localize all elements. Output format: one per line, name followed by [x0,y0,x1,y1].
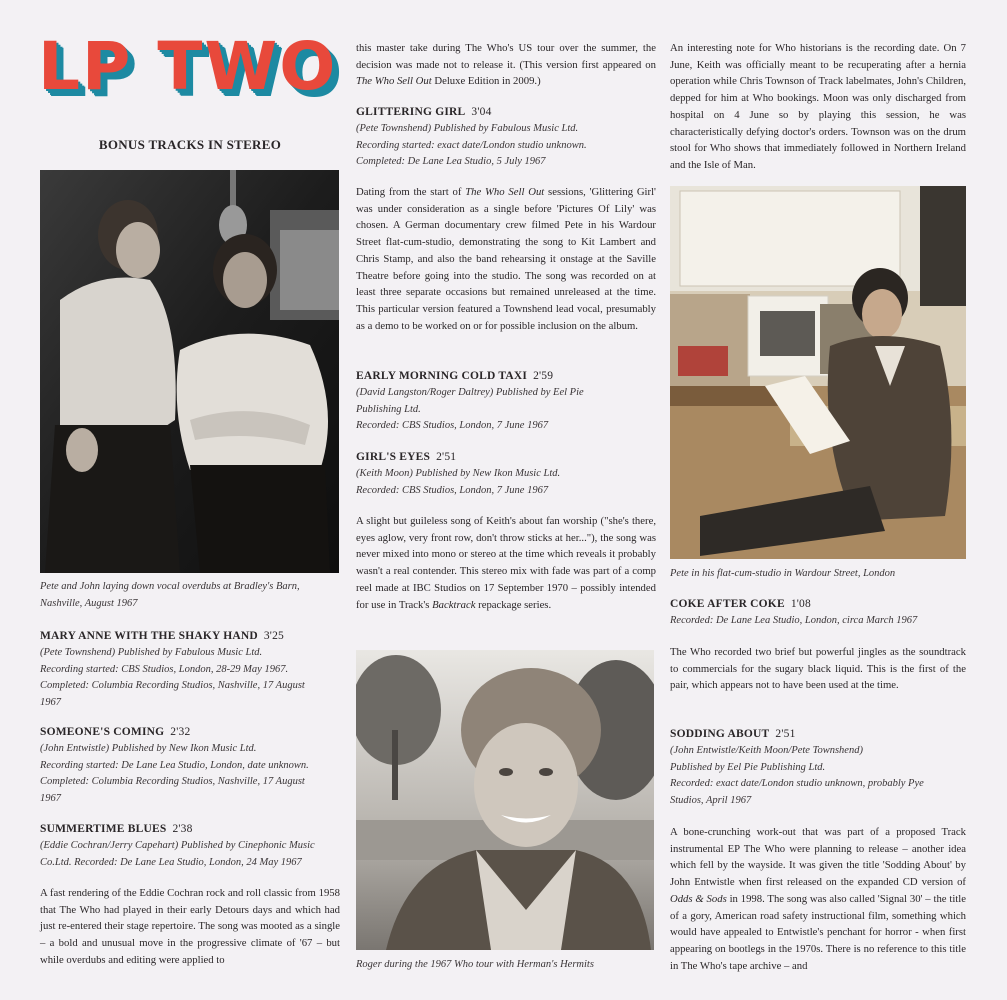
photo-roger [356,650,654,950]
track-early-morning-cold-taxi [356,368,656,435]
summertime-paragraph: A fast rendering of the Eddie Cochran rock and roll classic from 1958 that The Who had played in their early Detours days and which had just re-entered their stage repertoire. The song was mooted as a single – a bold and unusual move in the progressive climate of '67 – but while overdubs and editing were applied to [40,887,340,966]
intro-paragraph: An interesting note for Who historians is the recording date. On 7 June, Keith was officially meant to be recuperating after a hernia operation while Chris Townson of Track labelmates, John's Children, depped for him at Who bookings. Moon was only discharged from hospital on 4 June so by playing this session, he was characteristically defying doctor's orders. Townson was on the drum stool for Who shows that immediately followed in Northern Ireland and the Isle of Man. [670,42,966,171]
track-girls-eyes [356,449,656,499]
track-title: EARLY MORNING COLD TAXI 2'59 [356,370,554,382]
track-mary-anne [40,628,340,711]
track-credit: (John Entwistle/Keith Moon/Pete Townshend) Published by Eel Pie Publishing Ltd. Recorded: exact date/London studio unknown, probably Pye Studios, April 1967 [670,745,924,806]
photo-pete-and-john [40,170,339,573]
section-heading: BONUS TRACKS IN STEREO [98,137,282,152]
track-glittering-girl [356,104,656,171]
track-summertime-blues [40,821,340,871]
glittering-paragraph: Dating from the start of The Who Sell Out sessions, 'Glittering Girl' was under consideration as a single before 'Pictures Of Lily' was chosen. A German documentary crew filmed Pete in his Wardour Street flat-cum-studio, demonstrating the song to Kit Lambert and Chris Stamp, and also the band rehearsing it onstage at the Saville Theatre before going into the studio. The song was recorded on at least three separate occasions but remained unreleased at the time. This particular version featured a Townshend lead vocal, presumably as a demo to be worked on or for possible inclusion on the album. [356,186,656,332]
track-title: COKE AFTER COKE 1'08 [670,598,811,610]
track-coke-after-coke [670,596,966,630]
track-title: SODDING ABOUT 2'51 [670,728,796,740]
track-title: MARY ANNE WITH THE SHAKY HAND 3'25 [40,630,284,642]
track-credit: Recorded: De Lane Lea Studio, London, circa March 1967 [670,615,918,626]
track-title: SUMMERTIME BLUES 2'38 [40,823,193,835]
track-credit: (John Entwistle) Published by New Ikon Music Ltd. Recording started: De Lane Lea Studio, London, date unknown. Completed: Columbia Recording Studios, Nashville, 17 August 1967 [40,743,309,804]
sodding-paragraph: A bone-crunching work-out that was part of a proposed Track instrumental EP The Who were planning to release – another idea which fell by the wayside. It was given the title 'Sodding About' by John Entwistle when first released on the expanded CD version of Odds & Sods in 1998. The song was also called 'Signal 30' – the title of a gory, American road safety instructional film, something which would have appealed to Entwistle's penchant for horror - when first appearing on bootlegs in the 1970s. There is no reference to this title in The Who's tape archive – and [670,826,966,972]
photo-pete-in-studio [670,186,966,559]
photo-caption: Roger during the 1967 Who tour with Herman's Hermits [356,959,594,970]
track-sodding-about [670,726,966,809]
track-someones-coming [40,724,340,807]
track-credit: (Eddie Cochran/Jerry Capehart) Published by Cinephonic Music Co.Ltd. Recorded: De Lane Lea Studio, London, 24 May 1967 [40,840,315,868]
track-credit: (Pete Townshend) Published by Fabulous Music Ltd. Recording started: exact date/London studio unknown. Completed: De Lane Lea Studio, 5 July 1967 [356,123,587,167]
girls-eyes-paragraph: A slight but guileless song of Keith's about fan worship ("she's there, eyes aglow, very front row, don't throw sticks at her..."), the song was never mixed into mono or stereo at the time which reveals it probably wasn't a real contender. This stereo mix with fade was part of a comp reel made at IBC Studios on 17 September 1970 – possibly intended for use in Track's Backtrack repackage series. [356,515,656,611]
track-title: GIRL'S EYES 2'51 [356,451,457,463]
track-credit: (Pete Townshend) Published by Fabulous Music Ltd. Recording started: CBS Studios, London, 28-29 May 1967. Completed: Columbia Recording Studios, Nashville, 17 August 1967 [40,647,305,708]
track-credit: (David Langston/Roger Daltrey) Published by Eel Pie Publishing Ltd. Recorded: CBS Studios, London, 7 June 1967 [356,387,584,431]
coke-paragraph: The Who recorded two brief but powerful jingles as the soundtrack to commercials for the sugary black liquid. This is the first of the pair, which appears not to have been used at the time. [670,646,966,692]
intro-paragraph: this master take during The Who's US tour over the summer, the decision was made not to release it. (This version first appeared on The Who Sell Out Deluxe Edition in 2009.) [356,42,656,88]
track-credit: (Keith Moon) Published by New Ikon Music Ltd. Recorded: CBS Studios, London, 7 June 1967 [356,468,561,496]
lp-two-logo: LP TWO [38,28,338,105]
track-title: SOMEONE'S COMING 2'32 [40,726,191,738]
photo-caption: Pete in his flat-cum-studio in Wardour Street, London [670,568,896,579]
photo-caption: Pete and John laying down vocal overdubs at Bradley's Barn, Nashville, August 1967 [40,581,300,609]
track-title: GLITTERING GIRL 3'04 [356,106,492,118]
